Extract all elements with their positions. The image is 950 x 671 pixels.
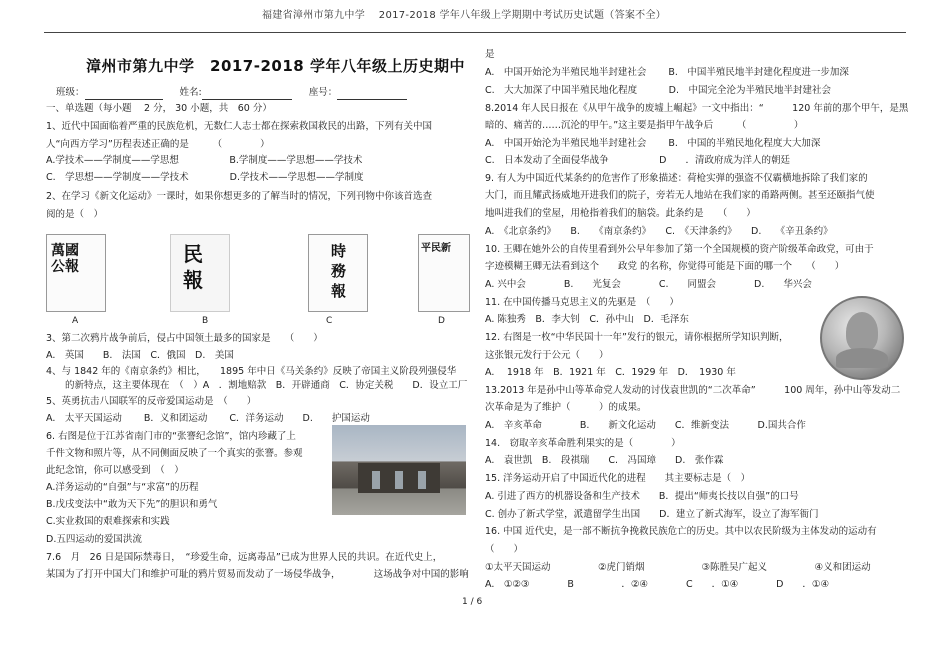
option-line: C. 创办了新式学堂，派遣留学生出国 D．建立了新式海军，设立了海军衙门 [485, 509, 819, 520]
option-line: A. 太平天国运动 B．义和团运动 C．洋务运动 D. 护国运动 [46, 413, 370, 424]
question-line: 阅的是（ ） [46, 209, 104, 220]
option-line: A. 兴中会 B. 光复会 C. 同盟会 D. 华兴会 [485, 279, 812, 290]
option-line: A. 引进了西方的机器设备和生产技术 B．提出“师夷长技以自强”的口号 [485, 491, 799, 502]
question-line: 某国为了打开中国大门和维护可耻的鸦片贸易而发动了一场侵华战争， 这场战争对中国的影响 [46, 569, 469, 580]
question-line: 12. 右图是一枚“中华民国十一年”发行的银元，请你根据所学知识判断， [485, 332, 789, 343]
option-line: A. 中国开始沦为半殖民地半封建社会 B. 中国半殖民地半封建化程度进一步加深 [485, 67, 849, 78]
question-line: 这张银元发行于公元（ ） [485, 350, 609, 361]
option-line: A.洋务运动的“自强”与“求富”的历程 [46, 482, 199, 493]
question-line: 14. 窃取辛亥革命胜利果实的是（ ） [485, 438, 681, 449]
image-label-c: C [326, 316, 333, 326]
question-line: 10. 王卿在她外公的自传里看到外公早年参加了第一个全国规模的资产阶级革命政党，可由于 [485, 244, 874, 255]
option-line: A. 英国 B. 法国 C．俄国 D. 美国 [46, 350, 234, 361]
question-line: 大门，而且耀武扬威地开进我们的院子，旁若无人地站在我们家的甬路两侧。甚至还颐指气使 [485, 190, 875, 201]
image-label-a: A [72, 316, 79, 326]
question-line: 地叫进我们的堂屋，用枪指着我们的脑袋。此条约是 （ ） [485, 208, 756, 219]
newspaper-d-image [418, 234, 470, 312]
silver-dollar-coin-image [820, 296, 904, 380]
question-line: 人“向西方学习”历程表述正确的是 （ ） [46, 139, 270, 150]
option-line: A. 《北京条约》 B. 《南京条约》 C. 《天津条约》 D. 《辛丑条约》 [485, 226, 833, 237]
option-line: ①太平天国运动 ②虎门销烟 ③陈胜吴广起义 ④义和团运动 [485, 562, 871, 573]
question-line: 16. 中国 近代史，是一部不断抗争挽救民族危亡的历史。其中以农民阶级为主体发动的运动有 [485, 526, 877, 537]
continuation-line: 是 [485, 49, 495, 60]
newspaper-d-masthead: 平民新 [421, 243, 451, 254]
option-line: C.实业救国的艰难探索和实践 [46, 516, 170, 527]
option-line: B.戊戌变法中“敢为天下先”的胆识和勇气 [46, 499, 218, 510]
question-line: 暗的、痛苦的……沉沦的甲午。”这主要是指甲午战争后 （ ） [485, 120, 804, 131]
question-line: 此纪念馆，你可以感受到 （ ） [46, 465, 184, 476]
question-line: 5、英勇抗击八国联军的反帝爱国运动是 （ ） [46, 396, 257, 407]
question-line: 6. 右图是位于江苏省南门市的“张謇纪念馆”，馆内珍藏了上 [46, 431, 296, 442]
question-line: 7.6 月 26 日是国际禁毒日， “珍爱生命，远离毒品”已成为世界人民的共识。在近代史上， [46, 552, 443, 563]
image-label-b: B [202, 316, 209, 326]
memorial-hall-photo [332, 425, 466, 515]
question-line: 字迹模糊王卿无法看到这个 政党 的名称，你觉得可能是下面的哪一个 （ ） [485, 261, 845, 272]
name-blank[interactable] [202, 88, 292, 100]
question-line: 15. 洋务运动开启了中国近代化的进程 其主要标志是（ ） [485, 473, 751, 484]
name-label: 姓名: [179, 87, 202, 98]
option-line: C. 日本发动了全面侵华战争 D ．清政府成为洋人的朝廷 [485, 155, 790, 166]
question-line: 4、与 1842 年的《南京条约》相比， 1895 年中日《马关条约》反映了帝国主义阶段列强侵华 [46, 366, 457, 377]
option-line: D.五四运动的爱国洪流 [46, 534, 142, 545]
question-line: 11. 在中国传播马克思主义的先驱是 （ ） [485, 297, 679, 308]
image-label-d: D [438, 316, 445, 326]
newspaper-a-masthead: 萬國公報 [51, 243, 79, 275]
section-heading: 一、单选题（每小题 2 分， 30 小题，共 60 分） [46, 103, 272, 114]
newspaper-c-image [308, 234, 368, 312]
option-line: A. 陈独秀 B．李大钊 C．孙中山 D．毛泽东 [485, 314, 689, 325]
question-line: 8.2014 年人民日报在《从甲午战争的废墟上崛起》一文中指出：“ 120 年前的那个甲午，是黑 [485, 103, 909, 114]
question-line: 13.2013 年是孙中山等革命党人发动的讨伐袁世凯的“二次革命” 100 周年，孙中山等发动二 [485, 385, 901, 396]
option-line: A. ①②③ B ．②④ C ．①④ D ．①④ [485, 579, 829, 590]
seat-blank[interactable] [337, 88, 407, 100]
question-line: 的新特点，这主要体现在 （ ）A ．割地赔款 B．开辟通商 C．协定关税 D．设立工厂 [46, 380, 468, 391]
page-header [0, 0, 950, 22]
coin-portrait [846, 312, 878, 352]
option-line: A. 1918 年 B．1921 年 C．1929 年 D． 1930 年 [485, 367, 736, 378]
page-number: 1 / 6 [462, 597, 483, 607]
question-line: 9. 有人为中国近代某条约的危害作了形象描述：荷枪实弹的强盗不仅霸横地拆除了我们家的 [485, 173, 868, 184]
option-line: C. 大大加深了中国半殖民地化程度 D. 中国完全沦为半殖民地半封建社会 [485, 85, 832, 96]
option-line: A. 辛亥革命 B. 新文化运动 C．维新变法 D.国共合作 [485, 420, 806, 431]
newspaper-b-masthead: 民報 [183, 242, 203, 292]
exam-title: 漳州市第九中学 2017-2018 学年八年级上历史期中 [86, 57, 465, 75]
question-line: 3、第二次鸦片战争前后，侵占中国领土最多的国家是 （ ） [46, 333, 323, 344]
option-line: A. 中国开始沦为半殖民地半封建社会 B. 中国的半殖民地化程度大大加深 [485, 138, 821, 149]
seat-label: 座号： [308, 87, 338, 98]
header-text: 福建省漳州市第九中学 2017-2018 学年八年级上学期期中考试历史试题（答案不全） [262, 10, 667, 21]
class-blank[interactable] [85, 88, 163, 100]
newspaper-c-masthead: 時務報 [331, 242, 347, 300]
option-line: A. 袁世凯 B. 段祺瑞 C. 冯国璋 D. 张作霖 [485, 455, 724, 466]
question-line: 1、近代中国面临着严重的民族危机，无数仁人志士都在探索救国救民的出路，下列有关中国 [46, 121, 433, 132]
question-line: （ ） [485, 544, 524, 555]
option-line: A.学技术——学制度——学思想 B.学制度——学思想——学技术 [46, 155, 363, 166]
question-line: 2、在学习《新文化运动》一课时，如果你想更多的了解当时的情况，下列刊物中你该首选查 [46, 191, 433, 202]
question-line: 千件文物和照片等，从不同侧面反映了一个真实的张謇。参观 [46, 448, 303, 459]
student-info-row [56, 86, 407, 100]
option-line: C. 学思想——学制度——学技术 D.学技术——学思想——学制度 [46, 172, 364, 183]
question-line: 次革命是为了维护（ ）的成果。 [485, 402, 647, 413]
class-label: 班级： [56, 87, 85, 98]
newspaper-a-image [46, 234, 106, 312]
header-divider [44, 32, 906, 33]
newspaper-b-image [170, 234, 230, 312]
